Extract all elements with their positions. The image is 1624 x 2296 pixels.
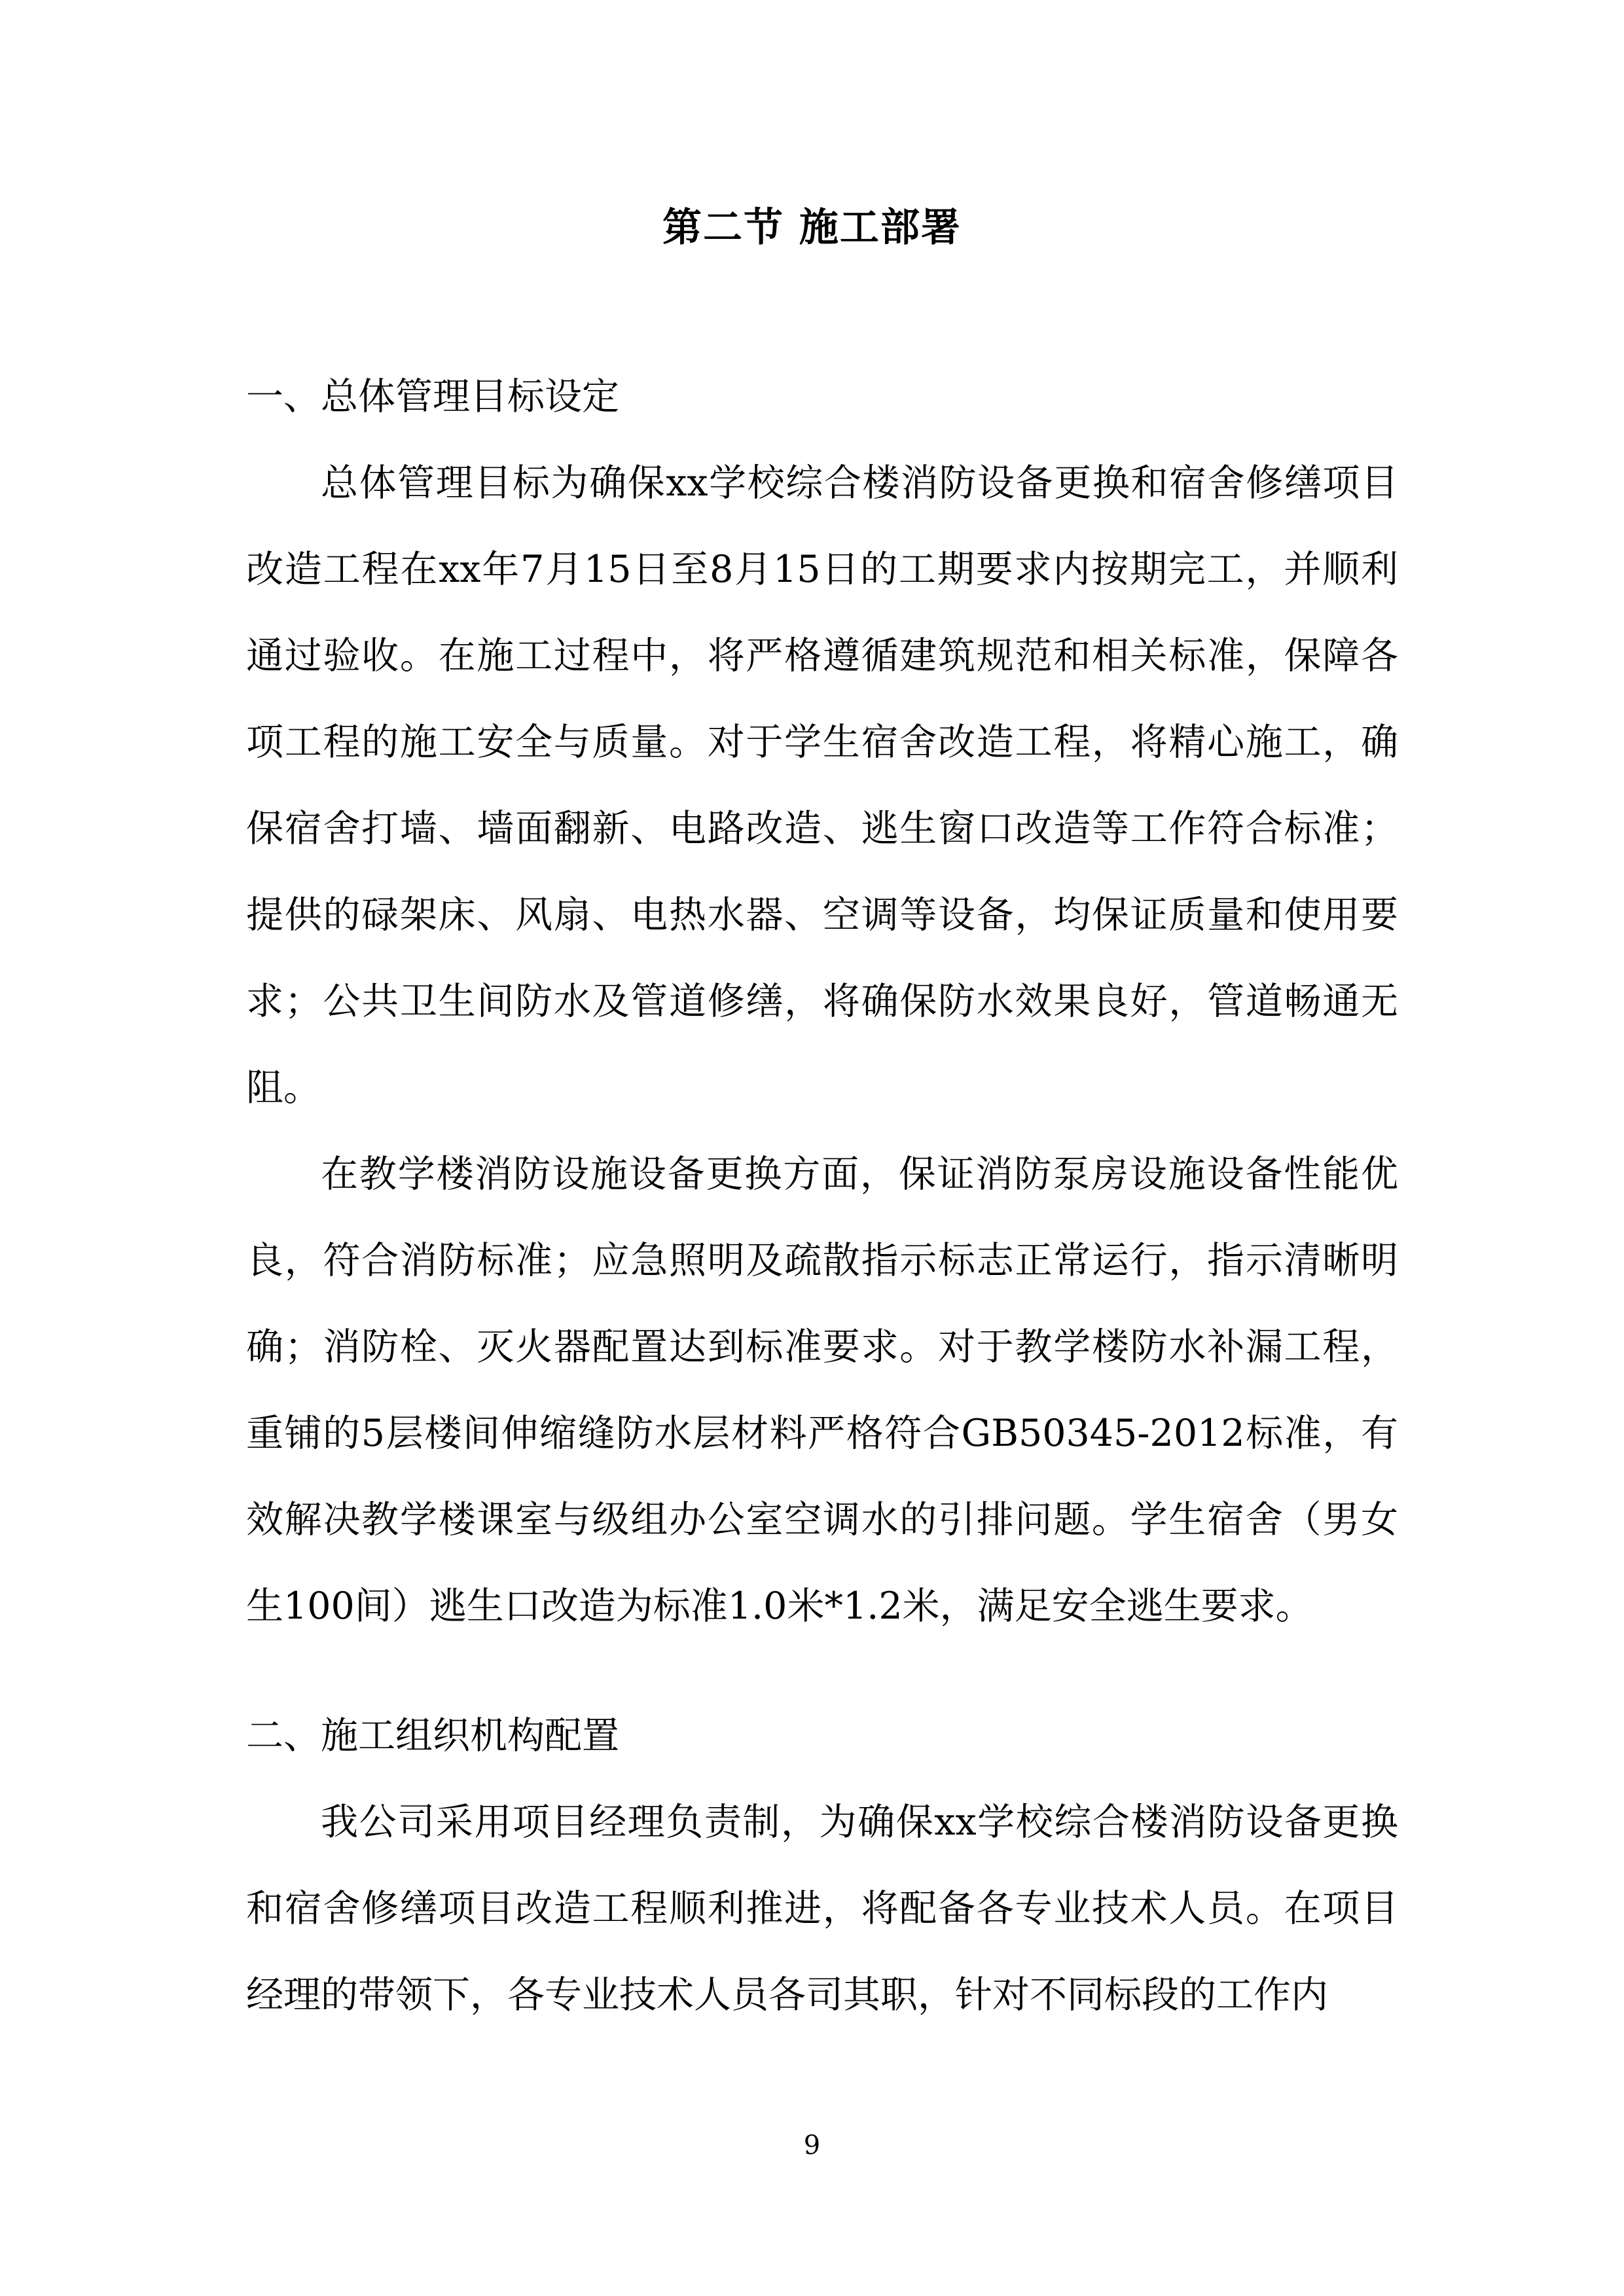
page-title: 第二节 施工部署: [662, 205, 962, 251]
section-heading-2: 二、施工组织机构配置: [246, 1714, 619, 1757]
section-gap: [246, 1649, 1398, 1693]
section-1-paragraph-2: 在教学楼消防设施设备更换方面，保证消防泵房设施设备性能优良，符合消防标准；应急照明及疏散指示标志正常运行，指示清晰明确；消防栓、灭火器配置达到标准要求。对于教学楼防水补漏工程，重铺的5层楼间伸缩缝防水层材料严格符合GB50345-2012标准，有效解决教学楼课室与级组办公室空调水的引排问题。学生宿舍（男女生100间）逃生口改造为标准1.0米*1.2米，满足安全逃生要求。: [246, 1153, 1398, 1628]
document-body: [246, 353, 1398, 2038]
section-heading-1: 一、总体管理目标设定: [246, 375, 619, 418]
page-number: 9: [803, 2130, 821, 2161]
section-1-paragraph-1: 总体管理目标为确保xx学校综合楼消防设备更换和宿舍修缮项目改造工程在xx年7月15日至8月15日的工期要求内按期完工，并顺利通过验收。在施工过程中，将严格遵循建筑规范和相关标准，保障各项工程的施工安全与质量。对于学生宿舍改造工程，将精心施工，确保宿舍打墙、墙面翻新、电路改造、逃生窗口改造等工作符合标准；提供的碌架床、风扇、电热水器、空调等设备，均保证质量和使用要求；公共卫生间防水及管道修缮，将确保防水效果良好，管道畅通无阻。: [246, 461, 1398, 1109]
section-2-paragraph-1: 我公司采用项目经理负责制，为确保xx学校综合楼消防设备更换和宿舍修缮项目改造工程顺利推进，将配备各专业技术人员。在项目经理的带领下，各专业技术人员各司其职，针对不同标段的工作内: [246, 1801, 1398, 2017]
